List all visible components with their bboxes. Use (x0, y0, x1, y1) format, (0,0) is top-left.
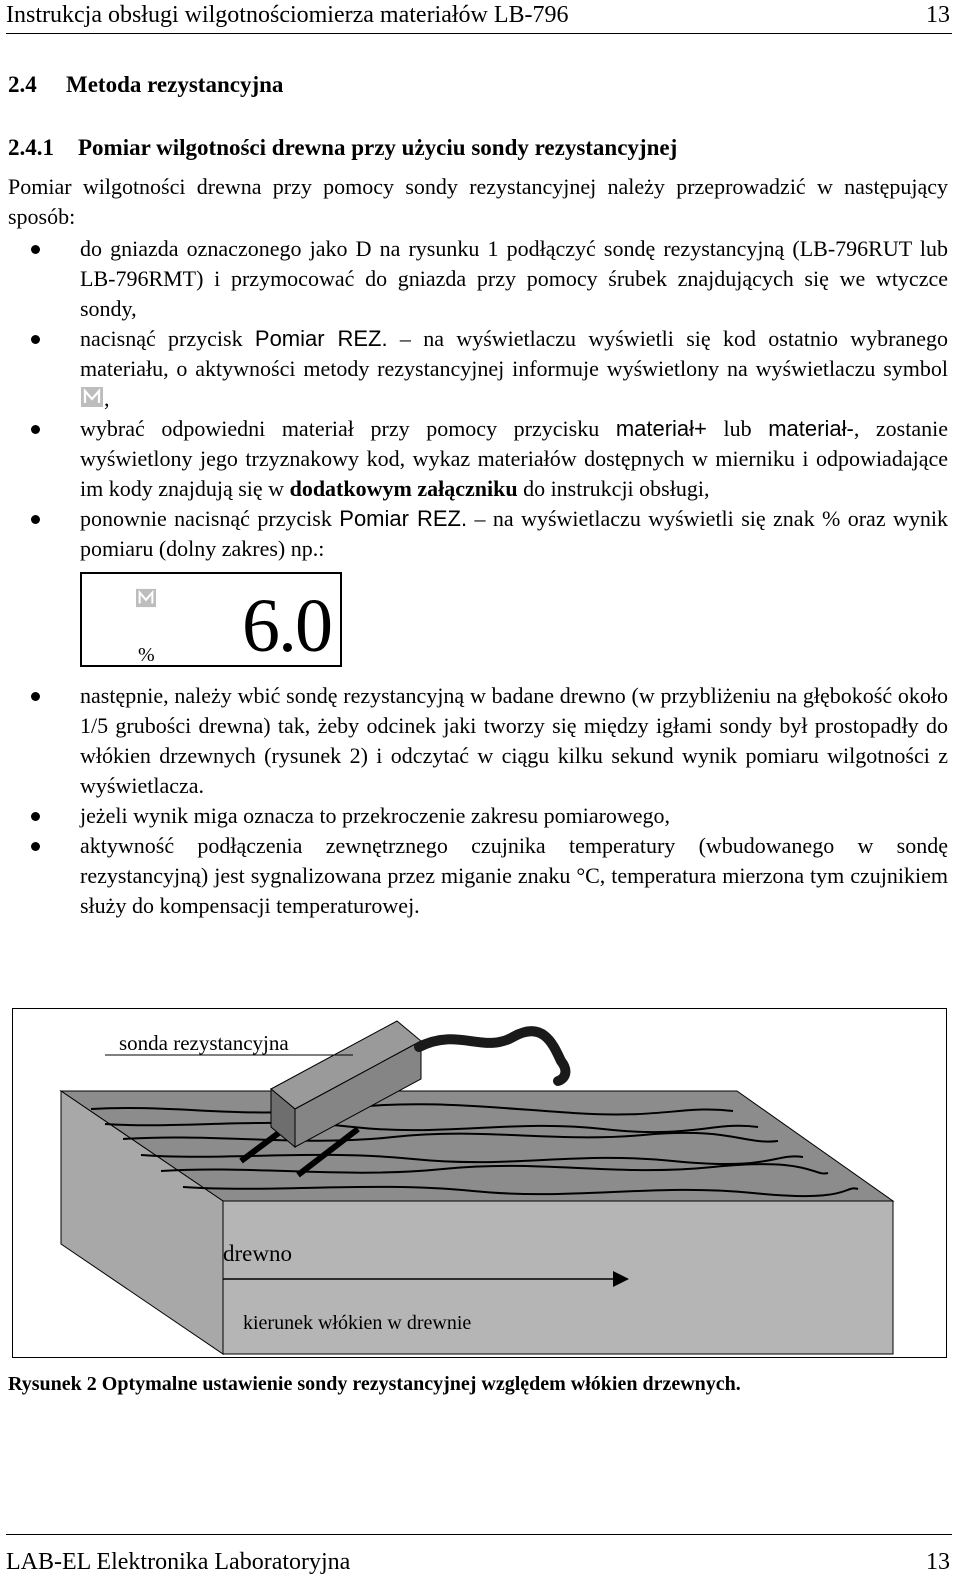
resistance-mode-icon (80, 386, 104, 408)
step-text: do instrukcji obsługi, (517, 476, 710, 501)
pomiar-rez-button-label: Pomiar REZ. (339, 506, 468, 531)
instruction-list (8, 234, 948, 921)
step-text: ponownie nacisnąć przycisk (80, 506, 340, 531)
step-text: do gniazda oznaczonego jako D na rysunku 1 podłączyć sondę rezystancyjną (LB-796RUT lub LB-796RMT) i przymocować do gniazda przy pomocy śrubek znajdujących się we wtyczce sondy, (80, 236, 948, 321)
label-wood: drewno (223, 1241, 292, 1266)
document-title: Instrukcja obsługi wilgotnościomierza materiałów LB-796 (6, 2, 569, 28)
step-text: wybrać odpowiedni materiał przy pomocy przycisku (80, 416, 616, 441)
pomiar-rez-button-label: Pomiar REZ. (254, 326, 388, 351)
appendix-reference: dodatkowym załączniku (289, 476, 518, 501)
probe-cable (419, 1031, 565, 1081)
material-plus-button-label: materiał+ (615, 416, 707, 441)
subsection-number: 2.4.1 (8, 135, 54, 160)
list-item (8, 324, 948, 414)
page-header (6, 0, 952, 34)
list-item (8, 801, 948, 831)
display-unit: % (138, 644, 155, 666)
section-title: Metoda rezystancyjna (66, 72, 284, 97)
probe-figure (12, 1008, 947, 1358)
section-heading (8, 72, 283, 98)
step-text: jeżeli wynik miga oznacza to przekroczenie zakresu pomiarowego, (80, 803, 671, 828)
step-text: lub (706, 416, 769, 441)
probe-illustration (13, 1009, 946, 1357)
label-grain-direction: kierunek włókien w drewnie (243, 1312, 472, 1334)
page-footer (6, 1534, 952, 1585)
step-text: nacisnąć przycisk (80, 326, 243, 351)
intro-paragraph: Pomiar wilgotności drewna przy pomocy sondy rezystancyjnej należy przeprowadzić w następujący sposób: (8, 174, 948, 229)
step-text: , (104, 386, 110, 411)
step-text: następnie, należy wbić sondę rezystancyjną w badane drewno (w przybliżeniu na głębokość około 1/5 grubości drewna) tak, żeby odcinek jaki tworzy się między igłami sondy był prostopadły do włókien drzewnych (rysunek 2) i odczytać w ciągu kilku sekund wynik pomiaru wilgotności z wyświetlacza. (80, 683, 948, 798)
section-number: 2.4 (8, 72, 37, 97)
subsection-title: Pomiar wilgotności drewna przy użyciu sondy rezystancyjnej (78, 135, 678, 160)
company-name: LAB-EL Elektronika Laboratoryjna (6, 1549, 351, 1575)
page-number: 13 (926, 1549, 950, 1575)
list-item (8, 831, 948, 921)
step-text: , zostanie wyświetlony jego trzyznakowy kod, wykaz materiałów dostępnych w mierniku i odpowiadające im kody znajdują się w (80, 416, 948, 501)
page-number: 13 (926, 2, 950, 28)
list-item (8, 681, 948, 801)
resistance-mode-icon (135, 588, 157, 608)
label-probe: sonda rezystancyjna (119, 1031, 289, 1055)
list-item (8, 234, 948, 324)
step-text: aktywność podłączenia zewnętrznego czujnika temperatury (wbudowanego w sondę rezystancyjną) jest sygnalizowana przez miganie znaku °C, temperatura mierzona tym czujnikiem służy do kompensacji temperaturowej. (80, 833, 948, 918)
lcd-display-example (80, 572, 342, 667)
list-item (8, 504, 948, 667)
figure-caption: Rysunek 2 Optymalne ustawienie sondy rezystancyjnej względem włókien drzewnych. (8, 1373, 741, 1395)
material-minus-button-label: materiał- (768, 416, 854, 441)
step-text: – na wyświetlaczu wyświetli się kod ostatnio wybranego materiału, o aktywności metody rezystancyjnej informuje wyświetlony na wyświetlaczu symbol (80, 326, 948, 381)
subsection-heading (8, 135, 677, 161)
display-value: 6.0 (242, 584, 331, 668)
list-item (8, 414, 948, 504)
step-text: – na wyświetlaczu wyświetli się znak % oraz wynik pomiaru (dolny zakres) np.: (80, 506, 948, 561)
